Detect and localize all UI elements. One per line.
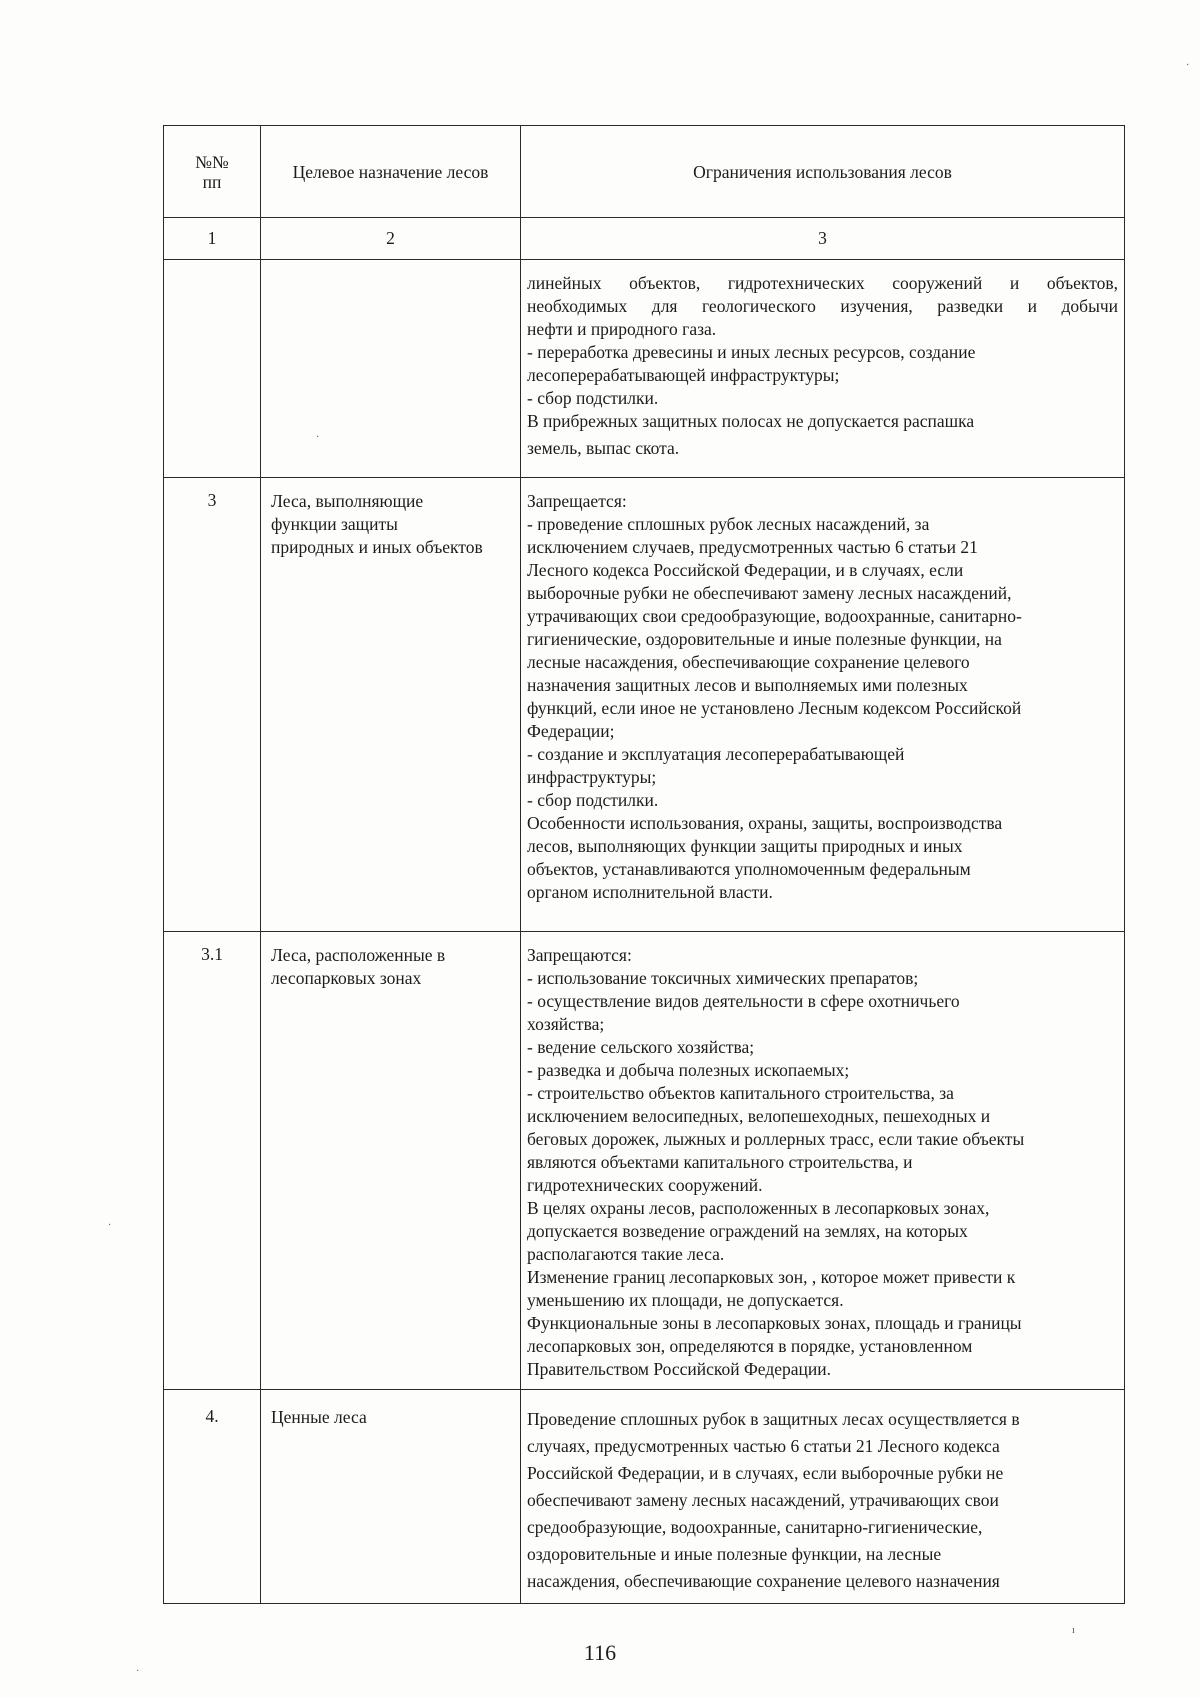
text-line: нефти и природного газа.: [527, 319, 717, 339]
header-restrictions: Ограничения использования лесов: [521, 126, 1125, 218]
text-line: В целях охраны лесов, расположенных в лесопарковых зонах,: [527, 1198, 990, 1218]
text-line: Федерации;: [527, 721, 615, 741]
table-row: [164, 478, 1125, 932]
text-line: природных и иных объектов: [271, 537, 483, 557]
text-line: гидротехнических сооружений.: [527, 1175, 763, 1195]
table-row: [164, 932, 1125, 1390]
text-line: Российской Федерации, и в случаях, если выборочные рубки не: [527, 1463, 1004, 1483]
text-line: уменьшению их площади, не допускается.: [527, 1290, 844, 1310]
text-line: - создание и эксплуатация лесоперерабатывающей: [527, 744, 905, 764]
text-line: хозяйства;: [527, 1014, 605, 1034]
row-purpose: [261, 478, 521, 932]
table-header-row: [164, 126, 1125, 218]
text-line: лесов, выполняющих функции защиты природных и иных: [527, 836, 963, 856]
text-line: гигиенические, оздоровительные и иные полезные функции, на: [527, 629, 1002, 649]
row-number: 4.: [164, 1390, 261, 1604]
text-line: В прибрежных защитных полосах не допускается распашка: [527, 411, 975, 431]
text-line: Ценные леса: [271, 1407, 367, 1427]
text-line: - осуществление видов деятельности в сфере охотничьего: [527, 991, 960, 1011]
text-line: оздоровительные и иные полезные функции, на лесные: [527, 1544, 942, 1564]
column-number: 2: [261, 218, 521, 260]
text-line: - сбор подстилки.: [527, 388, 659, 408]
column-number: 3: [521, 218, 1125, 260]
column-number: 1: [164, 218, 261, 260]
text-line: Функциональные зоны в лесопарковых зонах, площадь и границы: [527, 1313, 1022, 1333]
scan-speck: ·: [316, 432, 320, 443]
text-line: - использование токсичных химических препаратов;: [527, 968, 919, 988]
text-line: инфраструктуры;: [527, 767, 657, 787]
text-line: располагаются такие леса.: [527, 1244, 725, 1264]
table-row: [164, 260, 1125, 478]
text-line: лесопарковых зон, определяются в порядке, установленном: [527, 1336, 973, 1356]
scan-speck: ·: [136, 1666, 140, 1677]
text-line: линейных объектов, гидротехнических сооружений и объектов,: [527, 273, 1118, 293]
text-line: объектов, устанавливаются уполномоченным федеральным: [527, 859, 971, 879]
text-line: беговых дорожек, лыжных и роллерных трасс, если такие объекты: [527, 1129, 1025, 1149]
text-line: - проведение сплошных рубок лесных насаждений, за: [527, 514, 930, 534]
text-line: Особенности использования, охраны, защиты, воспроизводства: [527, 813, 1003, 833]
text-line: органом исполнительной власти.: [527, 882, 773, 902]
text-line: обеспечивают замену лесных насаждений, утрачивающих свои: [527, 1490, 999, 1510]
text-line: - ведение сельского хозяйства;: [527, 1037, 755, 1057]
text-line: случаях, предусмотренных частью 6 статьи 21 Лесного кодекса: [527, 1436, 1000, 1456]
header-number: №№ пп: [164, 126, 261, 218]
text-line: лесоперерабатывающей инфраструктуры;: [527, 365, 840, 385]
text-line: функции защиты: [271, 514, 398, 534]
row-restrictions: [521, 260, 1125, 478]
text-line: Леса, расположенные в: [271, 945, 446, 965]
text-line: являются объектами капитального строительства, и: [527, 1152, 913, 1172]
text-line: Проведение сплошных рубок в защитных лесах осуществляется в: [527, 1409, 1020, 1429]
text-line: лесные насаждения, обеспечивающие сохранение целевого: [527, 652, 970, 672]
text-line: Лесного кодекса Российской Федерации, и в случаях, если: [527, 560, 964, 580]
text-line: исключением велосипедных, велопешеходных, пешеходных и: [527, 1106, 991, 1126]
text-line: Запрещается:: [527, 491, 627, 511]
text-line: средообразующие, водоохранные, санитарно-гигиенические,: [527, 1517, 983, 1537]
row-restrictions: [521, 1390, 1125, 1604]
text-line: земель, выпас скота.: [527, 438, 680, 458]
table-row: [164, 1390, 1125, 1604]
text-line: Изменение границ лесопарковых зон, , которое может привести к: [527, 1267, 1016, 1287]
text-line: допускается возведение ограждений на землях, на которых: [527, 1221, 968, 1241]
text-line: Леса, выполняющие: [271, 491, 424, 511]
text-line: необходимых для геологического изучения, разведки и добычи: [527, 296, 1118, 316]
text-line: насаждения, обеспечивающие сохранение целевого назначения: [527, 1571, 1000, 1591]
text-line: утрачивающих свои средообразующие, водоохранные, санитарно-: [527, 606, 1022, 626]
row-restrictions: [521, 478, 1125, 932]
row-purpose: [261, 1390, 521, 1604]
scan-speck: ·: [1186, 60, 1190, 71]
scan-speck: ·: [108, 1220, 112, 1231]
scan-speck: ı: [1072, 1625, 1075, 1636]
restrictions-table: [163, 125, 1125, 1604]
text-line: Запрещаются:: [527, 945, 632, 965]
row-restrictions: [521, 932, 1125, 1390]
text-line: выборочные рубки не обеспечивают замену лесных насаждений,: [527, 583, 1012, 603]
text-line: назначения защитных лесов и выполняемых ими полезных: [527, 675, 968, 695]
row-purpose: [261, 260, 521, 478]
row-purpose: [261, 932, 521, 1390]
text-line: лесопарковых зонах: [271, 968, 422, 988]
column-number-row: [164, 218, 1125, 260]
text-line: - строительство объектов капитального строительства, за: [527, 1083, 954, 1103]
text-line: - сбор подстилки.: [527, 790, 659, 810]
row-number: 3: [164, 478, 261, 932]
text-line: функций, если иное не установлено Лесным кодексом Российской: [527, 698, 1022, 718]
page-number: 116: [583, 1640, 617, 1665]
header-purpose: Целевое назначение лесов: [261, 126, 521, 218]
text-line: Правительством Российской Федерации.: [527, 1359, 831, 1379]
text-line: - разведка и добыча полезных ископаемых;: [527, 1060, 850, 1080]
text-line: - переработка древесины и иных лесных ресурсов, создание: [527, 342, 976, 362]
text-line: исключением случаев, предусмотренных частью 6 статьи 21: [527, 537, 978, 557]
row-number: 3.1: [164, 932, 261, 1390]
row-number: [164, 260, 261, 478]
